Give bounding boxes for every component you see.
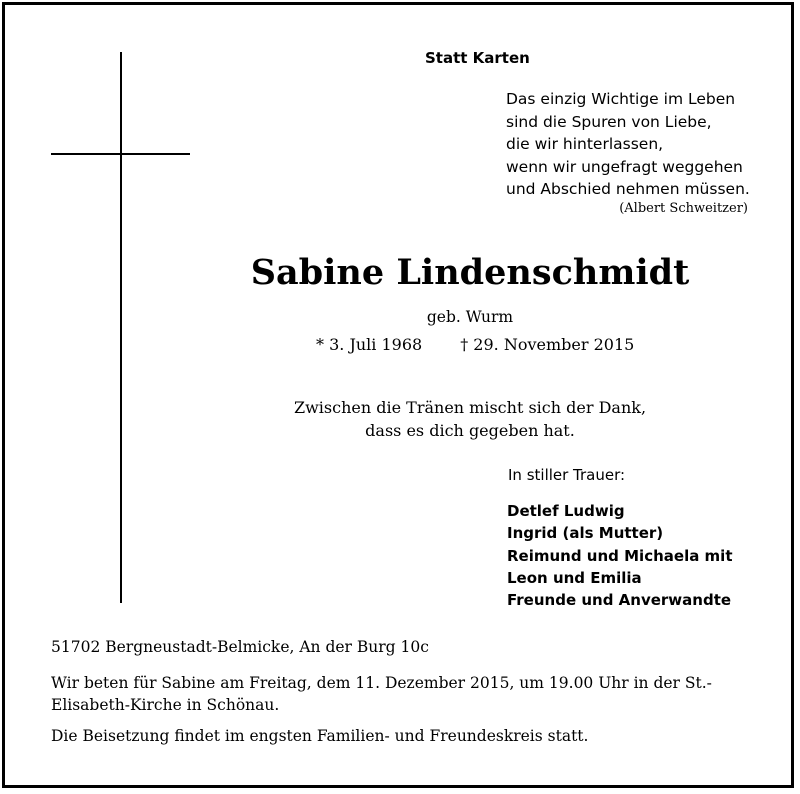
cross-vertical-bar (120, 52, 122, 603)
mourner-name: Ingrid (als Mutter) (507, 524, 664, 543)
quote-line: und Abschied nehmen müssen. (506, 180, 750, 198)
deceased-name: Sabine Lindenschmidt (250, 252, 690, 293)
mourning-intro: In stiller Trauer: (508, 466, 626, 484)
quote-line: wenn wir ungefragt weggehen (506, 157, 743, 176)
birth-name: geb. Wurm (426, 308, 514, 326)
birth-date: * 3. Juli 1968 (316, 335, 423, 354)
quote-author: (Albert Schweitzer) (619, 201, 748, 216)
death-date: † 29. November 2015 (460, 335, 635, 354)
mourner-name: Reimund und Michaela mit (507, 546, 733, 565)
gratitude-line: Zwischen die Tränen mischt sich der Dank, (293, 398, 647, 417)
gratitude-text (0, 397, 800, 442)
quote-line: sind die Spuren von Liebe, (506, 112, 712, 131)
quote-line: die wir hinterlassen, (506, 135, 664, 153)
family-address: 51702 Bergneustadt-Belmicke, An der Burg 10c (51, 638, 429, 656)
statt-karten-heading: Statt Karten (425, 49, 530, 67)
gratitude-line: dass es dich gegeben hat. (365, 420, 575, 440)
mourner-name: Freunde und Anverwandte (507, 591, 732, 610)
quote-block (506, 88, 750, 201)
burial-text: Die Beisetzung findet im engsten Familien- und Freundeskreis statt. (51, 727, 589, 745)
life-dates (316, 335, 634, 354)
mourner-name: Detlef Ludwig (507, 502, 625, 520)
mourner-name: Leon und Emilia (507, 568, 642, 587)
cross-horizontal-bar (51, 153, 190, 155)
mourners-list (507, 500, 733, 611)
prayer-service-text: Wir beten für Sabine am Freitag, dem 11. Dezember 2015, um 19.00 Uhr in der St.-Elisabeth-Kirche in Schönau. (51, 674, 712, 715)
quote-line: Das einzig Wichtige im Leben (506, 90, 736, 108)
